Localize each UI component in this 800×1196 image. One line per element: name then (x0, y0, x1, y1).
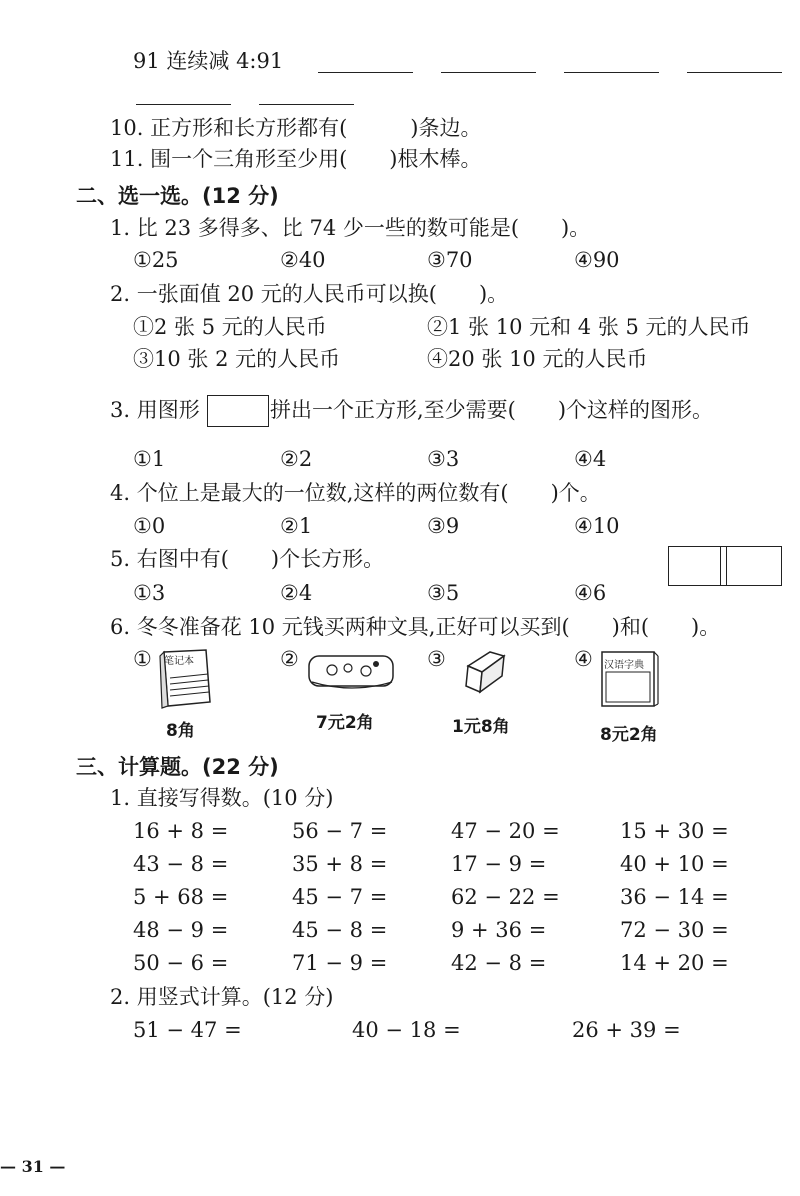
equation: 45 − 7 = (292, 885, 388, 909)
section-title-choose: 二、选一选。(12 分) (76, 184, 279, 208)
option[interactable]: ④90 (574, 248, 620, 272)
pencil-case-icon (306, 650, 398, 694)
option-mark[interactable]: ③ (427, 647, 446, 671)
page-number: — 31 — (0, 1157, 66, 1176)
rectangles-figure (668, 546, 782, 586)
section-title-calculation: 三、计算题。(22 分) (76, 755, 279, 779)
price-label: 8元2角 (600, 725, 658, 745)
option[interactable]: ④10 (574, 514, 620, 538)
choice-question-2: 2. 一张面值 20 元的人民币可以换( )。 (110, 282, 509, 306)
equation: 72 − 30 = (620, 918, 729, 942)
answer-blank[interactable] (318, 72, 413, 73)
equation: 42 − 8 = (451, 951, 547, 975)
choice-question-1: 1. 比 23 多得多、比 74 少一些的数可能是( )。 (110, 216, 591, 240)
equation: 48 − 9 = (133, 918, 229, 942)
equation: 47 − 20 = (451, 819, 560, 843)
dictionary-label: 汉语字典 (604, 660, 644, 671)
question-11: 11. 围一个三角形至少用( )根木棒。 (110, 147, 482, 171)
option-mark[interactable]: ① (133, 647, 152, 671)
equation: 5 + 68 = (133, 885, 229, 909)
equation: 15 + 30 = (620, 819, 729, 843)
option-mark[interactable]: ② (280, 647, 299, 671)
option[interactable]: ④4 (574, 447, 607, 471)
option[interactable]: ③3 (427, 447, 460, 471)
choice-question-6: 6. 冬冬准备花 10 元钱买两种文具,正好可以买到( )和( )。 (110, 615, 721, 639)
price-label: 1元8角 (452, 717, 510, 737)
equation: 45 − 8 = (292, 918, 388, 942)
option[interactable]: ③70 (427, 248, 473, 272)
answer-blank[interactable] (564, 72, 659, 73)
option-mark[interactable]: ④ (574, 647, 593, 671)
equation: 40 + 10 = (620, 852, 729, 876)
option[interactable]: ②1 张 10 元和 4 张 5 元的人民币 (427, 315, 751, 339)
option[interactable]: ③10 张 2 元的人民币 (133, 347, 341, 371)
rectangle-shape-figure (207, 395, 269, 427)
choice-question-3-part-b: 拼出一个正方形,至少需要( )个这样的图形。 (270, 398, 714, 422)
calc-part-1-title: 1. 直接写得数。(10 分) (110, 786, 334, 810)
equation: 36 − 14 = (620, 885, 729, 909)
option[interactable]: ②4 (280, 581, 313, 605)
equation: 17 − 9 = (451, 852, 547, 876)
choice-question-5: 5. 右图中有( )个长方形。 (110, 547, 385, 571)
eraser-icon (462, 648, 508, 696)
calc-part-2-title: 2. 用竖式计算。(12 分) (110, 985, 334, 1009)
option[interactable]: ①25 (133, 248, 179, 272)
choice-question-3-part-a: 3. 用图形 (110, 398, 200, 422)
option[interactable]: ①1 (133, 447, 166, 471)
option[interactable]: ①2 张 5 元的人民币 (133, 315, 327, 339)
option[interactable]: ②2 (280, 447, 313, 471)
continued-question-text: 91 连续减 4:91 (133, 49, 284, 73)
equation: 62 − 22 = (451, 885, 560, 909)
equation: 50 − 6 = (133, 951, 229, 975)
option[interactable]: ①3 (133, 581, 166, 605)
equation: 14 + 20 = (620, 951, 729, 975)
option[interactable]: ②40 (280, 248, 326, 272)
answer-blank[interactable] (136, 104, 231, 105)
answer-blank[interactable] (259, 104, 354, 105)
question-10: 10. 正方形和长方形都有( )条边。 (110, 116, 482, 140)
option[interactable]: ④20 张 10 元的人民币 (427, 347, 648, 371)
price-label: 7元2角 (316, 713, 374, 733)
equation: 16 + 8 = (133, 819, 229, 843)
price-label: 8角 (166, 721, 195, 741)
choice-question-4: 4. 个位上是最大的一位数,这样的两位数有( )个。 (110, 481, 601, 505)
option[interactable]: ②1 (280, 514, 313, 538)
vertical-calc-item: 51 − 47 = (133, 1018, 242, 1042)
notebook-label: 笔记本 (164, 656, 194, 667)
equation: 35 + 8 = (292, 852, 388, 876)
option[interactable]: ④6 (574, 581, 607, 605)
equation: 9 + 36 = (451, 918, 547, 942)
option[interactable]: ③5 (427, 581, 460, 605)
option[interactable]: ③9 (427, 514, 460, 538)
vertical-calc-item: 26 + 39 = (572, 1018, 681, 1042)
equation: 71 − 9 = (292, 951, 388, 975)
answer-blank[interactable] (441, 72, 536, 73)
vertical-calc-item: 40 − 18 = (352, 1018, 461, 1042)
answer-blank[interactable] (687, 72, 782, 73)
equation: 43 − 8 = (133, 852, 229, 876)
option[interactable]: ①0 (133, 514, 166, 538)
equation: 56 − 7 = (292, 819, 388, 843)
